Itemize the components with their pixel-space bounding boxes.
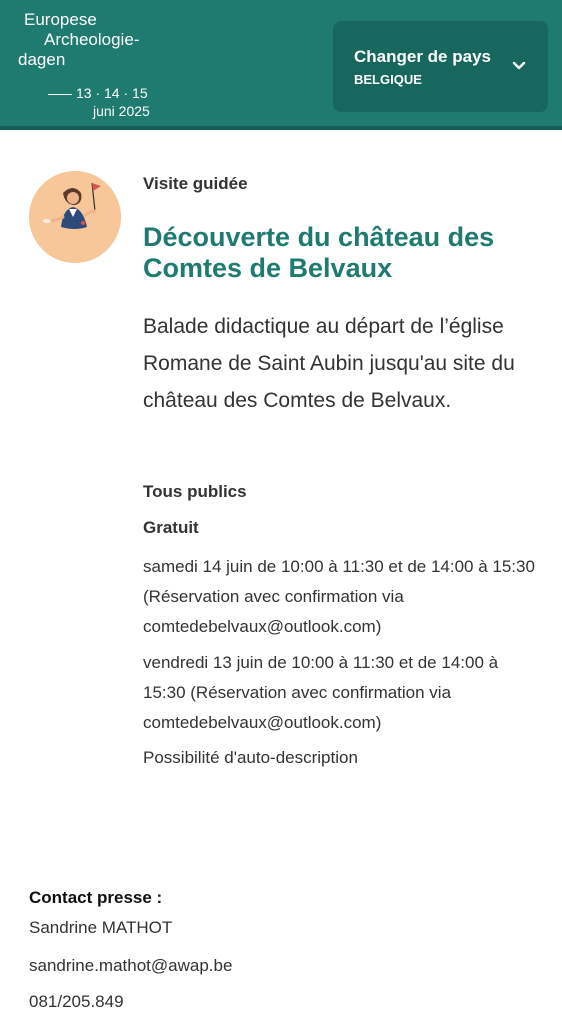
event-description: Balade didactique au départ de l’église Romane de Saint Aubin jusqu'au site du château des Comtes de Belvaux. bbox=[143, 315, 515, 412]
logo-line-2: Archeologie- bbox=[44, 30, 140, 49]
logo-year: juni 2025 bbox=[93, 103, 150, 119]
change-country-title: Changer de pays bbox=[354, 47, 491, 66]
change-country-button[interactable] bbox=[333, 21, 548, 112]
schedule-item: samedi 14 juin de 10:00 à 11:30 et de 14:00 à 15:30 (Réservation avec confirmation via comtedebelvaux@outlook.com) bbox=[143, 557, 535, 636]
guide-avatar bbox=[29, 171, 121, 263]
contact-heading: Contact presse : bbox=[29, 888, 163, 907]
logo-line-1: Europese bbox=[24, 10, 97, 29]
contact-name: Sandrine MATHOT bbox=[29, 918, 173, 937]
accessibility-note: Possibilité d'auto-description bbox=[143, 748, 358, 767]
chevron-down-icon bbox=[511, 57, 527, 73]
event-type: Visite guidée bbox=[143, 174, 248, 193]
event-audience: Tous publics bbox=[143, 482, 247, 501]
contact-email-link[interactable]: sandrine.mathot@awap.be bbox=[29, 956, 233, 975]
logo-dash bbox=[48, 94, 72, 95]
contact-phone-link[interactable]: 081/205.849 bbox=[29, 992, 124, 1011]
selected-country: BELGIQUE bbox=[354, 72, 422, 87]
event-title: Découverte du château des Comtes de Belvaux bbox=[143, 222, 495, 283]
logo-dates bbox=[48, 84, 148, 102]
guide-illustration-icon bbox=[29, 171, 121, 263]
event-price: Gratuit bbox=[143, 518, 199, 537]
schedule-item: vendredi 13 juin de 10:00 à 11:30 et de 14:00 à 15:30 (Réservation avec confirmation via comtedebelvaux@outlook.com) bbox=[143, 653, 499, 732]
logo-line-3: dagen bbox=[18, 50, 66, 69]
site-header bbox=[0, 0, 562, 130]
logo-dates-text: 13 · 14 · 15 bbox=[76, 85, 148, 101]
